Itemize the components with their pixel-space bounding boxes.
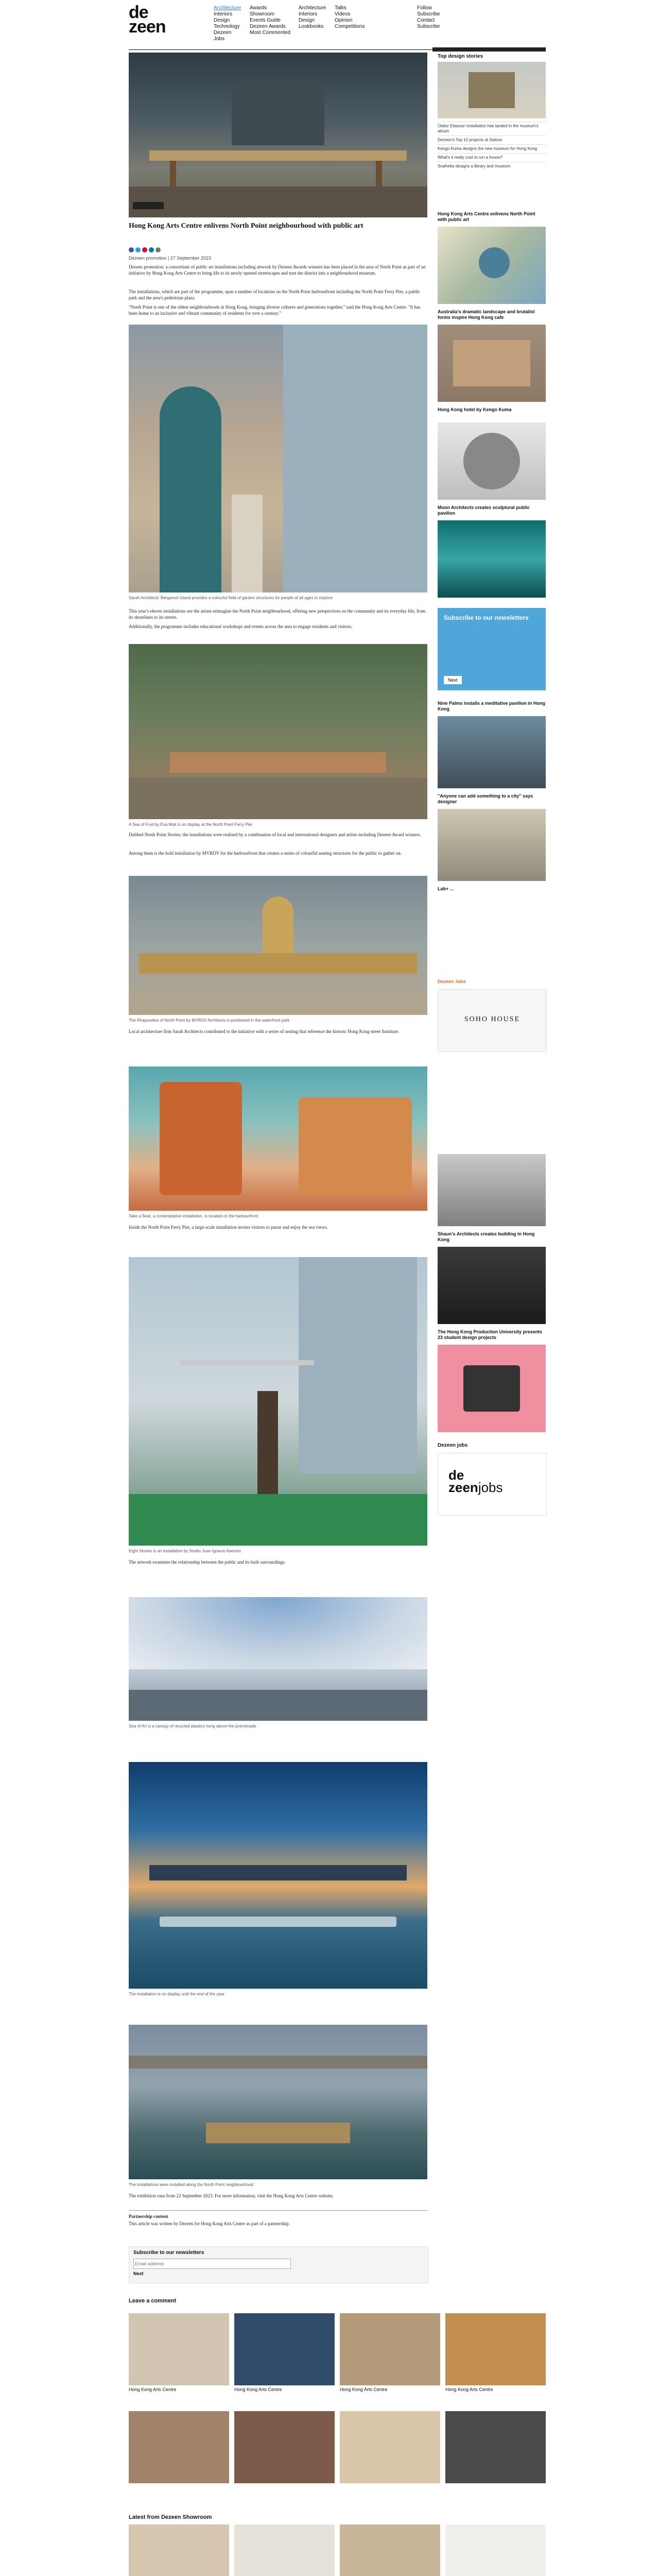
ad-title: Subscribe to our newsletters [444, 614, 529, 621]
showroom-grid [129, 2524, 546, 2576]
nav-item[interactable]: Videos [335, 11, 351, 17]
article-intro: Dezeen promotion: a consortium of public art installations including artwork by Dezeen Awards winners has been placed in the area of North Point as part of an initiative by Hong Kong Arts Centre to bring life to its newly opened streetscapes and turn the district into a neighbourhood museum. [129, 264, 426, 276]
article-image [129, 1257, 427, 1546]
article-paragraph: This year's eleven installations see the artists reimagine the North Point neighbourhood, offering new perspectives on the community and its everyday life, from its shorelines to its streets. [129, 608, 426, 620]
article-paragraph: Additionally, the programme includes educational workshops and events across the area to engage residents and visitors. [129, 624, 353, 629]
comments-title[interactable]: Leave a comment [129, 2298, 177, 2304]
related-card[interactable] [129, 2313, 229, 2393]
showroom-card[interactable] [340, 2524, 440, 2576]
image-caption: The Rhapsodies of North Point by MVRDV Architects is positioned in the waterfront park [129, 1018, 290, 1023]
related-card[interactable] [129, 2411, 229, 2483]
sidebar-image[interactable] [438, 1154, 546, 1226]
nav-item[interactable]: Interiors [299, 11, 318, 17]
showroom-title: Latest from Dezeen Showroom [129, 2514, 212, 2520]
sidebar-image[interactable] [438, 716, 546, 788]
image-caption: Sarah Architects' Bergamot Island provides a colourful field of garden structures for people of all ages to explore [129, 596, 333, 600]
soho-house-logo: SOHO HOUSE [464, 1015, 521, 1023]
image-caption: The installations were installed along the North Point neighbourhood [129, 2182, 253, 2187]
nav-item[interactable]: Most Commented [250, 30, 290, 36]
image-caption: Eight Stories is an installation by Studio Juan Ignacio Asensio [129, 1549, 241, 1553]
jobs-logo-text: de [448, 1467, 464, 1483]
sidebar-story-title[interactable]: Lab+ ... [438, 886, 454, 891]
dezeen-jobs-ad[interactable] [438, 1453, 547, 1516]
newsletter-title: Subscribe to our newsletters [133, 2250, 204, 2256]
article-image [129, 325, 427, 592]
related-card[interactable] [340, 2411, 440, 2483]
twitter-icon[interactable] [135, 247, 141, 252]
nav-item[interactable]: Subscribe [417, 11, 440, 17]
sidebar-story-title[interactable]: The Hong Kong Production University presents 23 student design projects [438, 1329, 543, 1340]
article-image [129, 1066, 427, 1211]
sidebar-image[interactable] [438, 325, 546, 402]
divider [129, 2210, 427, 2211]
card-caption: Hong Kong Arts Centre [445, 2387, 493, 2392]
sidebar-image[interactable] [438, 227, 546, 304]
list-item[interactable]: Dezeen's Top 10 projects at Salone [438, 135, 546, 144]
article-paragraph: The installations, which are part of the programme, span a number of locations on the North Point harbourfront including the North Point Ferry Pier, a public park and the area's pedestrian plaza. [129, 289, 421, 300]
jobs-logo-text: jobs [478, 1480, 503, 1495]
nav-item[interactable]: Architecture [214, 5, 241, 11]
list-item[interactable]: Kengo Kuma designs the new museum for Hong Kong [438, 144, 546, 153]
related-card[interactable] [234, 2313, 335, 2393]
newsletter-box [129, 2246, 428, 2283]
nav-col-1 [214, 5, 241, 42]
hero-image [129, 53, 427, 217]
article-paragraph: "North Point is one of the oldest neighbourhoods in Hong Kong, bringing diverse cultures and generations together," said the Hong Kong Arts Centre. "It has been home to an inclusive and vibrant community of residents for over a century." [129, 304, 421, 316]
nav-col-4 [335, 5, 365, 30]
nav-col-3 [299, 5, 326, 30]
article-image [129, 876, 427, 1015]
nav-item[interactable]: Dezeen [214, 30, 232, 36]
nav-col-5 [417, 5, 440, 30]
article-paragraph: The artwork examines the relationship between the public and its built surroundings. [129, 1560, 286, 1565]
related-card[interactable] [234, 2411, 335, 2483]
article-paragraph: The exhibition runs from 22 September 2023. For more information, visit the Hong Kong Arts Centre website. [129, 2193, 334, 2198]
sidebar-image[interactable] [438, 520, 546, 598]
nav-item[interactable]: Talks [335, 5, 346, 11]
related-card[interactable] [445, 2313, 546, 2393]
promo-label: Partnership content [129, 2214, 168, 2219]
sidebar-story-title[interactable]: Nine Palms installs a meditative pavilion in Hong Kong [438, 701, 546, 711]
sidebar-image[interactable] [438, 1247, 546, 1324]
sidebar-image[interactable] [438, 422, 546, 500]
article-title: Hong Kong Arts Centre enlivens North Point neighbourhood with public art [129, 222, 363, 230]
sidebar-story-title[interactable]: Moon Architects creates sculptural public pavilion [438, 505, 530, 516]
sidebar-story-title[interactable]: Australia's dramatic landscape and brutalist forms inspire Hong Kong cafe [438, 309, 535, 320]
card-caption: Hong Kong Arts Centre [129, 2387, 177, 2392]
list-item[interactable]: What's it really cost to run a house? [438, 153, 546, 162]
article-paragraph: Dubbed North Point Stories, the installations were realised by a combination of local and international designers and artists including Dezeen Award winners. [129, 832, 421, 837]
jobs-logo [448, 1469, 503, 1494]
article-date: Dezeen promotion | 27 September 2023 [129, 256, 211, 261]
next-button[interactable]: Next [133, 2271, 144, 2276]
nav-item[interactable]: Contact [417, 18, 435, 23]
related-card[interactable] [445, 2411, 546, 2483]
image-caption: The installation is on display until the end of the year [129, 1992, 224, 1996]
nav-item[interactable]: Design [299, 18, 315, 23]
sidebar-ad[interactable] [438, 608, 546, 690]
article-image [129, 1762, 427, 1989]
sidebar-pink-ad[interactable] [438, 1345, 546, 1432]
related-card[interactable] [340, 2313, 440, 2393]
article-image [129, 2025, 427, 2179]
image-caption: Take a Seat, a contemplative installation, is located on the harbourfront [129, 1214, 258, 1218]
article-paragraph: Among them is the bold installation by MVRDV for the harbourfront that creates a series of colourful seating structures for the public to gather on. [129, 851, 402, 856]
promo-text: This article was written by Dezeen for Hong Kong Arts Centre as part of a partnership. [129, 2221, 290, 2226]
nav-item[interactable]: Follow [417, 5, 432, 11]
sidebar-story-title[interactable]: Hong Kong Arts Centre enlivens North Point with public art [438, 211, 535, 222]
facebook-icon[interactable] [129, 247, 134, 252]
list-item[interactable]: Olafur Eliasson installation has landed in the museum's atrium [438, 122, 546, 135]
nav-item[interactable]: Awards [250, 5, 267, 11]
article-paragraph: Local architecture firm Sarah Architects contributed to the initiative with a series of seating that reference the historic Hong Kong street furniture. [129, 1029, 400, 1034]
showroom-card[interactable] [234, 2524, 335, 2576]
article-image [129, 1597, 427, 1721]
related-grid [129, 2313, 546, 2393]
card-caption: Hong Kong Arts Centre [340, 2387, 388, 2392]
showroom-card[interactable] [445, 2524, 546, 2576]
nav-item[interactable]: Showroom [250, 11, 274, 17]
top-stories-list [438, 122, 546, 171]
list-item[interactable]: Snøhetta designs a library and museum [438, 162, 546, 171]
nav-item[interactable]: Opinion [335, 18, 353, 23]
nav-item[interactable]: Lookbooks [299, 24, 324, 29]
linkedin-icon[interactable] [149, 247, 154, 252]
nav-item[interactable]: Technology [214, 24, 240, 29]
image-caption: Sea of Art is a canopy of recycled plastics hung above the promenade [129, 1724, 256, 1728]
image-caption: A Sea of Fruit by Eva Mok is on display at the North Point Ferry Pier [129, 822, 253, 827]
logo-line-1: de [129, 3, 148, 22]
search-bar[interactable] [432, 47, 546, 52]
nav-item[interactable]: Jobs [214, 36, 225, 42]
showroom-card[interactable] [129, 2524, 229, 2576]
sidebar-story-title[interactable]: "Anyone can add something to a city" says designer [438, 793, 533, 804]
sidebar-title: Top design stories [438, 54, 483, 59]
nav-item[interactable]: Competitions [335, 24, 365, 29]
soho-house-ad[interactable] [438, 989, 547, 1052]
ad-button[interactable]: Next [444, 676, 462, 684]
pinterest-icon[interactable] [142, 247, 147, 252]
sidebar-story-title[interactable]: Hong Kong hotel by Kengo Kuma [438, 407, 512, 412]
nav-item[interactable]: Architecture [299, 5, 326, 11]
jobs-title: Dezeen jobs [438, 1443, 468, 1448]
nav-item[interactable]: Design [214, 18, 230, 23]
nav-item[interactable]: Interiors [214, 11, 233, 17]
jobs-logo-text: zeen [448, 1480, 478, 1495]
card-caption: Hong Kong Arts Centre [234, 2387, 282, 2392]
article-paragraph: Inside the North Point Ferry Pier, a large-scale installation invites visitors to pause and enjoy the sea views. [129, 1225, 328, 1230]
email-icon[interactable] [155, 247, 161, 252]
share-bar [129, 247, 161, 252]
email-field[interactable] [133, 2259, 291, 2269]
article-image [129, 644, 427, 819]
logo-line-2: zeen [129, 17, 166, 37]
nav-item[interactable]: Dezeen Awards [250, 24, 286, 29]
related-grid [129, 2411, 546, 2483]
dezeen-logo[interactable] [129, 3, 166, 37]
sidebar-image[interactable] [438, 62, 546, 118]
partner-label: Dezeen Jobs [438, 979, 466, 984]
nav-col-2 [250, 5, 290, 36]
sidebar-image[interactable] [438, 809, 546, 881]
site-header [129, 0, 546, 52]
nav-item[interactable]: Subscribe [417, 24, 440, 29]
nav-item[interactable]: Events Guide [250, 18, 281, 23]
sidebar-story-title[interactable]: Shaun's Architects creates building in Hong Kong [438, 1231, 535, 1242]
